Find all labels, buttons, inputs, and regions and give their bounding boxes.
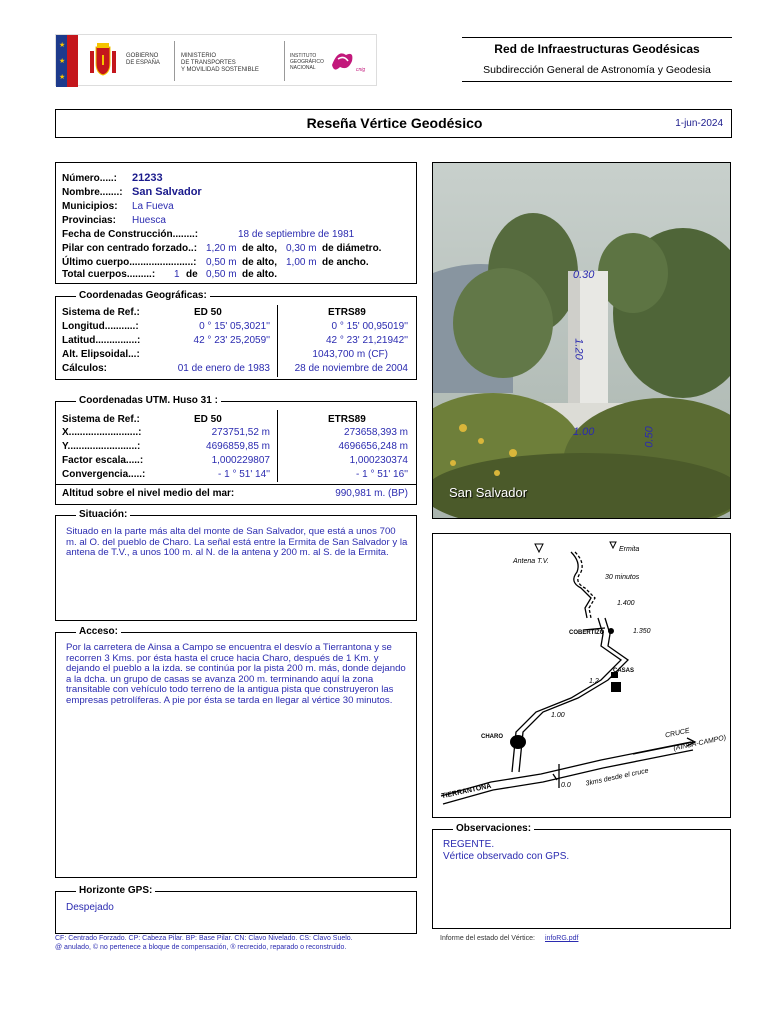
pilar-label: Pilar con centrado forzado..:	[62, 243, 198, 254]
ultimo-label: Último cuerpo.......................:	[62, 257, 197, 268]
horizonte-legend: Horizonte GPS:	[76, 885, 155, 897]
informe-link[interactable]: infoRG.pdf	[545, 935, 579, 942]
sketch-charo: CHARO	[481, 734, 503, 740]
sketch-100: 1.00	[551, 712, 565, 719]
municipios-label: Municipios:	[62, 201, 118, 212]
utm-x-etrs89: 273658,393 m	[344, 427, 408, 438]
latitud-label: Latitud...............:	[62, 335, 141, 346]
ultimo-ancho: 1,00 m	[286, 257, 317, 268]
convergencia-ed50: - 1 ° 51' 14''	[218, 469, 270, 480]
numero-value: 21233	[132, 172, 163, 184]
acceso-box	[55, 626, 417, 878]
factor-escala-etrs89: 1,000230374	[349, 455, 408, 466]
utm-sistema-label: Sistema de Ref.:	[62, 414, 140, 425]
report-date: 1-jun-2024	[675, 118, 723, 129]
acceso-legend: Acceso:	[76, 626, 121, 638]
gov-line2: DE ESPAÑA	[126, 60, 160, 66]
provincias-label: Provincias:	[62, 215, 116, 226]
coat-of-arms-icon	[88, 41, 118, 79]
calculos-label: Cálculos:	[62, 363, 108, 374]
factor-escala-ed50: 1,000229807	[211, 455, 270, 466]
nombre-label: Nombre.......:	[62, 187, 123, 198]
sketch-antena: Antena T.V.	[513, 558, 549, 565]
min-line3: Y MOVILIDAD SOSTENIBLE	[181, 67, 259, 73]
total-de: de	[186, 269, 198, 280]
sketch-1400: 1.400	[617, 600, 635, 607]
ultimo-de-ancho: de ancho.	[322, 257, 369, 268]
alt-elipsoidal-label: Alt. Elipsoidal...:	[62, 349, 140, 360]
footer-legend-line1: CF: Centrado Forzado. CP: Cabeza Pilar. BP: Base Pilar. CN: Clavo Nivelado. CS: Clavo Suelo.	[55, 935, 353, 942]
observaciones-line1: REGENTE.	[443, 839, 495, 850]
latitud-ed50: 42 ° 23' 25,2059''	[193, 335, 270, 346]
total-de-alto: de alto.	[242, 269, 278, 280]
horizonte-box	[55, 885, 417, 934]
horizonte-text: Despejado	[66, 902, 114, 913]
photo-caption: San Salvador	[449, 485, 528, 500]
photo-label-050: 0.50	[643, 426, 656, 448]
alt-elipsoidal-etrs89: 1043,700 m (CF)	[312, 349, 388, 360]
observaciones-line2: Vértice observado con GPS.	[443, 851, 570, 862]
ign-line3: NACIONAL	[290, 65, 316, 71]
utm-coords-box	[55, 395, 417, 505]
sketch-cobertizo: COBERTIZO	[569, 630, 605, 636]
title-box	[55, 109, 732, 138]
sketch-minutos: 30 minutos	[605, 574, 640, 581]
photo-label-120: 1.20	[572, 338, 585, 360]
situacion-text: Situado en la parte más alta del monte de San Salvador, que está a unos 700 m. al O. del pueblo de Charo. La señal está entre la Ermita de San Salvador y la antena de T.V., a unos 100 m. al N. de la antena y 200 m. al S. de la Ermita.	[66, 526, 408, 559]
sketch-ainsa: (AINSA-CAMPO)	[672, 734, 727, 753]
utm-ed50: ED 50	[194, 414, 222, 425]
latitud-etrs89: 42 ° 23' 21,21942''	[325, 335, 408, 346]
longitud-ed50: 0 ° 15' 05,3021''	[199, 321, 270, 332]
sketch-cruce: CRUCE	[664, 727, 691, 740]
total-alto: 0,50 m	[206, 269, 237, 280]
observaciones-legend: Observaciones:	[453, 823, 534, 835]
general-info-box	[55, 162, 417, 284]
min-line1: MINISTERIO	[181, 53, 217, 59]
geo-legend: Coordenadas Geográficas:	[76, 290, 210, 302]
min-line2: DE TRANSPORTES	[181, 60, 236, 66]
sketch-00: 0.0	[561, 782, 571, 789]
provincias-value: Huesca	[132, 215, 166, 226]
ultimo-alto: 0,50 m	[206, 257, 237, 268]
longitud-label: Longitud...........:	[62, 321, 139, 332]
utm-x-label: X.........................:	[62, 427, 142, 438]
nombre-value: San Salvador	[132, 186, 202, 198]
utm-y-label: Y.........................:	[62, 441, 141, 452]
pilar-diametro: 0,30 m	[286, 243, 317, 254]
subdirectorate: Subdirección General de Astronomía y Geodesia	[483, 64, 711, 76]
sketch-1350: 1.350	[633, 628, 651, 635]
pilar-de-alto: de alto,	[242, 243, 278, 254]
ign-line2: GEOGRÁFICO	[290, 59, 324, 65]
numero-label: Número.....:	[62, 173, 118, 184]
convergencia-etrs89: - 1 ° 51' 16''	[356, 469, 408, 480]
acceso-text: Por la carretera de Ainsa a Campo se encuentra el desvío a Tierrantona y se recorren 3 Kms. por ésta hasta el cruce hacia Charo, después de 1 Km. y dejando el pueblo a la izda. se continúa por la pista 200 m. más, donde dejando a la dcha. un grupo de casas se avanza 200 m. terminando aquí la zona transitable con vehículo todo terreno de la antigua pista que construyeron las empresas petrolíferas. A pie por ésta se tarda en llegar al vértice 30 minutos.	[66, 642, 406, 706]
situacion-box	[55, 509, 417, 621]
informe-label: Informe del estado del Vértice:	[440, 935, 535, 942]
total-label: Total cuerpos.........:	[62, 269, 156, 280]
footer-legend-line2: @ anulado, © no pertenece a bloque de compensación, ® recrecido, reparado o reconstruido.	[55, 944, 347, 951]
utm-y-ed50: 4696859,85 m	[206, 441, 270, 452]
geo-ed50: ED 50	[194, 307, 222, 318]
vertex-photo	[432, 162, 731, 519]
flag-stripe-icon: ★ ★ ★	[56, 35, 78, 87]
utm-etrs89: ETRS89	[328, 414, 366, 425]
altitud-label: Altitud sobre el nivel medio del mar:	[62, 488, 235, 499]
sketch-desde-cruce: 3kms desde el cruce	[584, 767, 650, 788]
altitud-value: 990,981 m. (BP)	[335, 488, 408, 499]
situacion-legend: Situación:	[76, 509, 130, 521]
pilar-de-diametro: de diámetro.	[322, 243, 382, 254]
network-title: Red de Infraestructuras Geodésicas	[494, 42, 700, 56]
longitud-etrs89: 0 ° 15' 00,95019''	[331, 321, 408, 332]
sketch-ermita: Ermita	[619, 546, 640, 553]
geo-sistema-label: Sistema de Ref.:	[62, 307, 140, 318]
ign-logo-icon	[328, 47, 358, 75]
cnig-mark: cnig	[356, 67, 366, 73]
photo-label-030: 0.30	[573, 269, 595, 281]
convergencia-label: Convergencia.....:	[62, 469, 146, 480]
ign-line1: INSTITUTO	[290, 53, 317, 59]
photo-label-100: 1.00	[573, 426, 595, 438]
calculos-etrs89: 28 de noviembre de 2004	[294, 363, 408, 374]
observaciones-box	[432, 823, 731, 929]
gov-line1: GOBIERNO	[126, 53, 159, 59]
pilar-alto: 1,20 m	[206, 243, 237, 254]
ultimo-de-alto: de alto,	[242, 257, 278, 268]
utm-x-ed50: 273751,52 m	[211, 427, 270, 438]
sketch-tierrantona: TIERRANTONA	[440, 782, 493, 801]
calculos-ed50: 01 de enero de 1983	[177, 363, 270, 374]
fecha-value: 18 de septiembre de 1981	[238, 229, 355, 240]
sketch-12: 1.2	[589, 678, 599, 685]
page-title: Reseña Vértice Geodésico	[306, 115, 483, 131]
access-sketch-map	[432, 533, 731, 818]
fecha-label: Fecha de Construcción........:	[62, 229, 199, 240]
total-n: 1	[174, 269, 180, 280]
municipios-value: La Fueva	[132, 201, 174, 212]
utm-y-etrs89: 4696656,248 m	[338, 441, 408, 452]
geographic-coords-box	[55, 290, 417, 380]
government-logo	[55, 34, 377, 86]
utm-legend: Coordenadas UTM. Huso 31 :	[76, 395, 221, 407]
sketch-casas: CASAS	[613, 668, 635, 674]
geo-etrs89: ETRS89	[328, 307, 366, 318]
factor-escala-label: Factor escala.....:	[62, 455, 144, 466]
